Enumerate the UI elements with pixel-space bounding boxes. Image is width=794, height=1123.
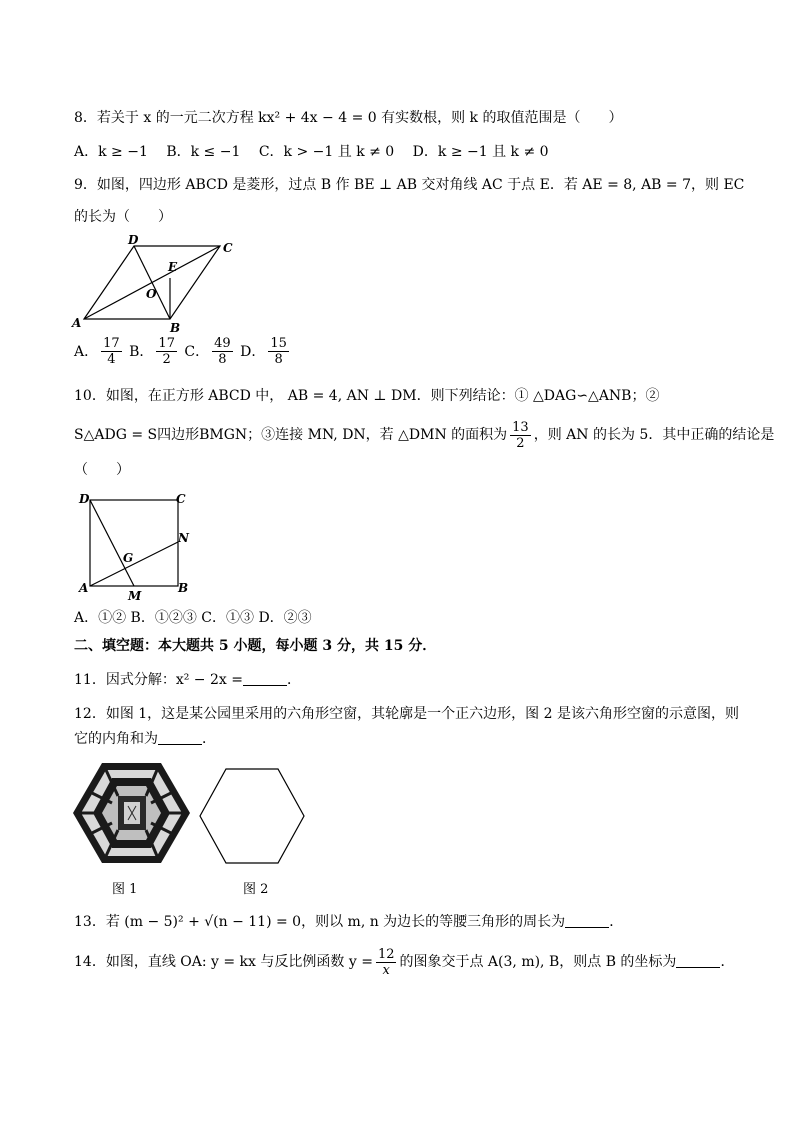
area-fraction: $\frac{13}{2}$ — [512, 419, 529, 451]
q11: 11．因式分解：x² − 2x = ． — [74, 672, 301, 688]
q13: 13．若 (m − 5)² + √(n − 11) = 0，则以 m, n 为边长的等腰三角形的周长为 ． — [74, 914, 624, 930]
label-o: O — [146, 287, 157, 301]
label-d: D — [128, 233, 139, 247]
q9-option-a: A． $\frac{17}{4}$ — [74, 336, 120, 367]
label-c: C — [223, 241, 233, 255]
figure1-caption: 图 1 — [112, 882, 138, 897]
q8-option-b: B．k ≤ −1 — [166, 144, 241, 160]
hexagon-diagram — [196, 766, 308, 868]
square-outline — [90, 500, 178, 586]
hexagon-window-photo — [72, 758, 192, 868]
q10-stem-line1: 10．如图，在正方形 ABCD 中， AB = 4, AN ⊥ DM．则下列结论：① △DAG∽△ANB；② — [74, 388, 660, 404]
diagonal-bd — [134, 246, 170, 319]
label-b: B — [178, 581, 189, 595]
rhombus-figure — [70, 232, 240, 336]
label-d: D — [79, 492, 90, 506]
q8-option-c: C．k > −1 且 k ≠ 0 — [258, 144, 395, 160]
q9-options — [74, 336, 292, 367]
segment-dm — [90, 500, 134, 586]
q8-option-d: D．k ≥ −1 且 k ≠ 0 — [412, 144, 549, 160]
label-e: E — [168, 260, 178, 274]
answer-blank — [676, 953, 720, 968]
q10-stem-line3: （ ） — [74, 462, 130, 478]
answer-blank — [243, 671, 287, 686]
label-g: G — [123, 551, 134, 565]
label-m: M — [128, 589, 142, 603]
q8-options — [74, 142, 563, 162]
label-c: C — [176, 492, 186, 506]
label-a: A — [79, 581, 89, 595]
section-heading: 二、填空题：本大题共 5 小题，每小题 3 分，共 15 分． — [74, 638, 437, 654]
q12-line2: 它的内角和为 ． — [74, 731, 216, 747]
q9-stem-line1: 9．如图，四边形 ABCD 是菱形，过点 B 作 BE ⊥ AB 交对角线 AC 于点 E．若 AE = 8, AB = 7，则 EC — [74, 177, 745, 193]
square-figure — [70, 486, 200, 604]
regular-hexagon — [200, 769, 304, 863]
q9-option-d: D． $\frac{15}{8}$ — [240, 336, 287, 367]
answer-blank — [565, 913, 609, 928]
q8-option-a: A．k ≥ −1 — [74, 144, 148, 160]
function-fraction: $\frac{12}{x}$ — [377, 946, 395, 978]
figure2-caption: 图 2 — [243, 882, 269, 897]
q14: 14．如图，直线 OA: y = kx 与反比例函数 y = $\frac{12}{x}$ 的图象交于点 A(3, m), B，则点 B 的坐标为 ． — [74, 946, 735, 978]
q10-stem-line2: S△ADG = S四边形BMGN；③连接 MN, DN，若 △DMN 的面积为 $\frac{13}{2}$ ，则 AN 的长为 5．其中正确的结论是 — [74, 419, 775, 451]
q9-option-b: B． $\frac{17}{2}$ — [129, 336, 175, 367]
label-b: B — [170, 321, 181, 335]
q8-stem: 8．若关于 x 的一元二次方程 kx² + 4x − 4 = 0 有实数根，则 k 的取值范围是（ ） — [74, 110, 623, 126]
label-n: N — [178, 531, 189, 545]
q9-stem-line2: 的长为（ ） — [74, 209, 172, 225]
q9-option-c: C． $\frac{49}{8}$ — [184, 336, 231, 367]
segment-an — [90, 542, 178, 586]
q10-options: A．①② B．①②③ C．①③ D．②③ — [74, 610, 312, 626]
label-a: A — [72, 316, 82, 330]
answer-blank — [158, 730, 202, 745]
q12-line1: 12．如图 1，这是某公园里采用的六角形空窗，其轮廓是一个正六边形，图 2 是该六角形空窗的示意图，则 — [74, 706, 739, 722]
